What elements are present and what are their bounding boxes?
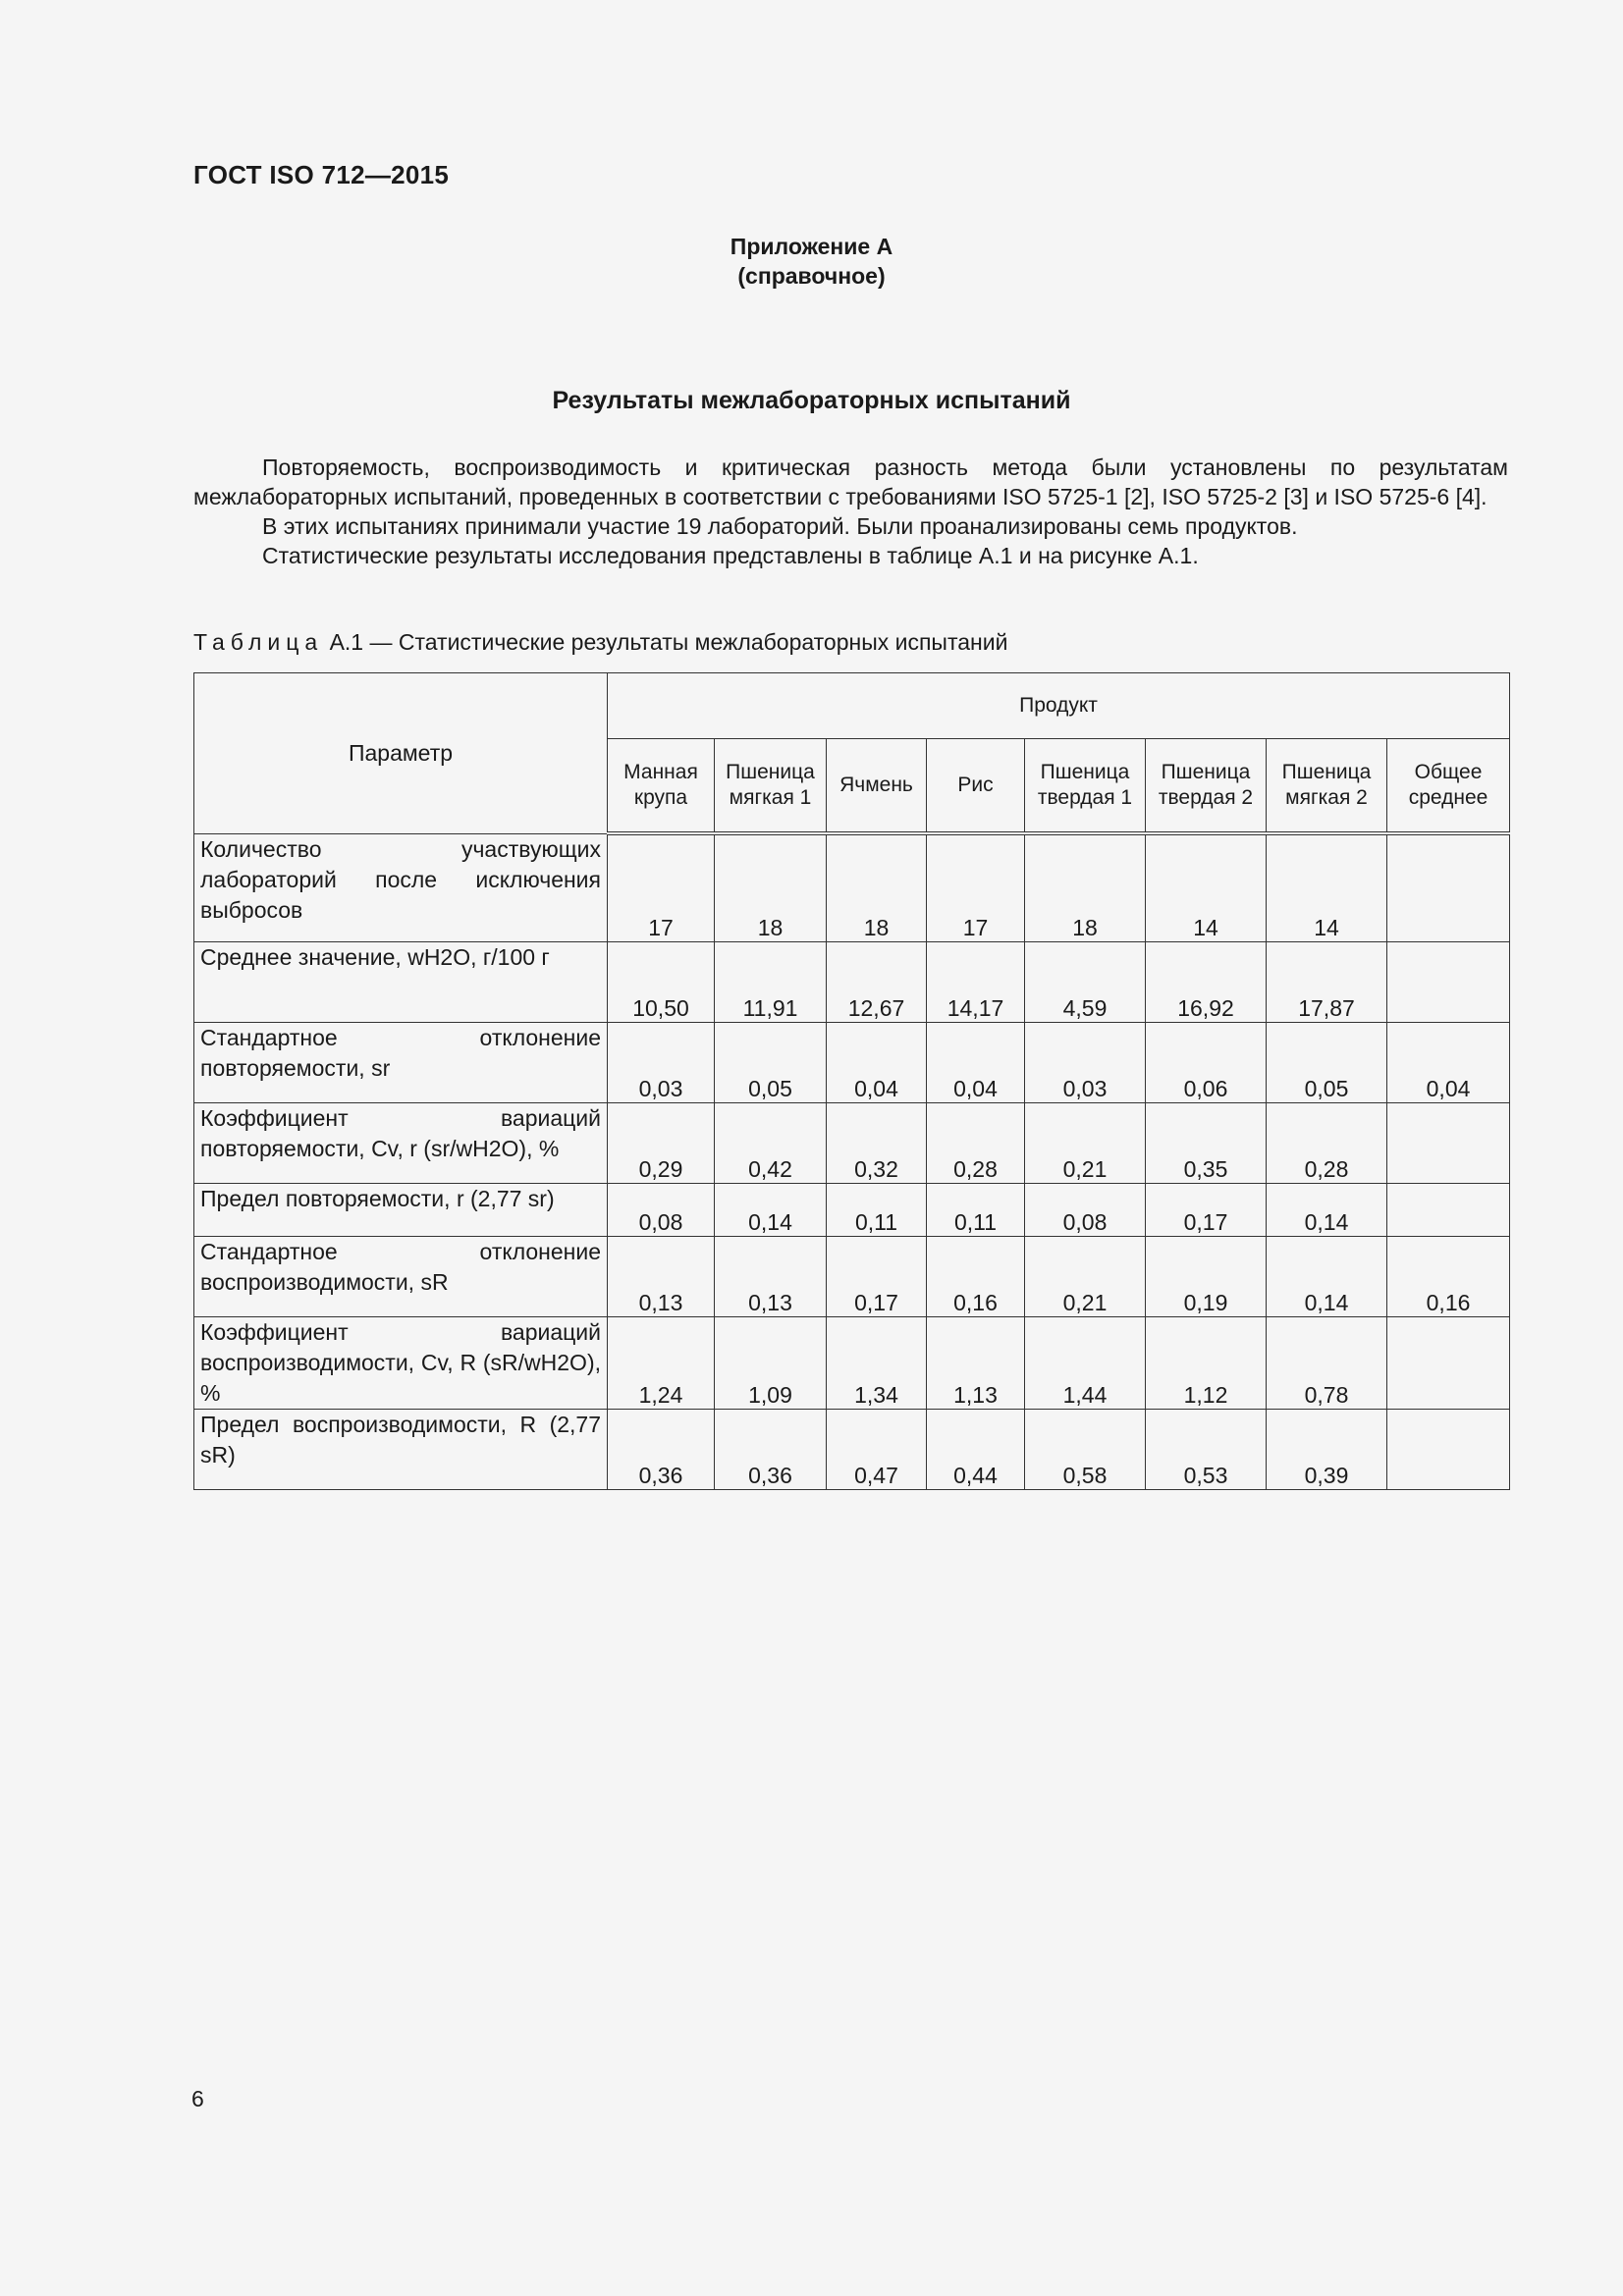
value-cell: 0,03 (608, 1022, 715, 1102)
parameter-label: Количество участвующих лабораторий после исключения выбросов (194, 833, 608, 941)
value-cell: 0,29 (608, 1102, 715, 1183)
table-row (194, 833, 1510, 941)
value-cell: 1,13 (927, 1316, 1025, 1409)
value-cell: 10,50 (608, 941, 715, 1022)
value-cell: 0,06 (1146, 1022, 1267, 1102)
column-header: Пшеница мягкая 2 (1267, 739, 1387, 834)
value-cell: 0,03 (1025, 1022, 1146, 1102)
column-header: Пшеница мягкая 1 (715, 739, 827, 834)
value-cell: 0,04 (827, 1022, 927, 1102)
value-cell: 0,17 (1146, 1183, 1267, 1236)
value-cell: 0,13 (608, 1236, 715, 1316)
value-cell: 12,67 (827, 941, 927, 1022)
table-row (194, 1236, 1510, 1316)
parameter-label: Предел воспроизводимости, R (2,77 sR) (194, 1409, 608, 1489)
document-code: ГОСТ ISO 712—2015 (193, 160, 450, 189)
column-header: Манная крупа (608, 739, 715, 834)
value-cell: 0,39 (1267, 1409, 1387, 1489)
value-cell: 0,05 (1267, 1022, 1387, 1102)
value-cell: 1,09 (715, 1316, 827, 1409)
table-row (194, 1316, 1510, 1409)
results-table (193, 672, 1510, 1490)
parameter-label: Коэффициент вариаций повторяемости, Cv, r (sr/wH2O), % (194, 1102, 608, 1183)
table-row (194, 941, 1510, 1022)
table-row (194, 1409, 1510, 1489)
value-cell: 0,08 (1025, 1183, 1146, 1236)
paragraph: В этих испытаниях принимали участие 19 лабораторий. Были проанализированы семь продуктов. (262, 513, 1298, 539)
value-cell: 0,19 (1146, 1236, 1267, 1316)
table-caption (193, 629, 1007, 656)
body-text (193, 453, 1508, 570)
value-cell: 17 (927, 833, 1025, 941)
value-cell: 0,28 (1267, 1102, 1387, 1183)
value-cell: 14 (1146, 833, 1267, 941)
value-cell: 1,34 (827, 1316, 927, 1409)
parameter-label: Коэффициент вариаций воспроизводимости, Cv, R (sR/wH2O), % (194, 1316, 608, 1409)
appendix-heading (0, 232, 1623, 291)
value-cell (1387, 1409, 1510, 1489)
column-header: Рис (927, 739, 1025, 834)
table-caption-label: Таблица (193, 629, 324, 655)
value-cell: 0,47 (827, 1409, 927, 1489)
column-header: Общее среднее (1387, 739, 1510, 834)
value-cell: 0,05 (715, 1022, 827, 1102)
value-cell: 0,11 (827, 1183, 927, 1236)
parameter-label: Предел повторяемости, r (2,77 sr) (194, 1183, 608, 1236)
value-cell: 0,04 (927, 1022, 1025, 1102)
paragraph: Статистические результаты исследования представлены в таблице А.1 и на рисунке А.1. (262, 543, 1199, 568)
value-cell: 0,11 (927, 1183, 1025, 1236)
value-cell: 0,78 (1267, 1316, 1387, 1409)
value-cell: 17 (608, 833, 715, 941)
value-cell: 0,58 (1025, 1409, 1146, 1489)
table-row (194, 1102, 1510, 1183)
parameter-label: Среднее значение, wH2O, г/100 г (194, 941, 608, 1022)
value-cell: 16,92 (1146, 941, 1267, 1022)
column-header: Пшеница твердая 1 (1025, 739, 1146, 834)
value-cell: 0,36 (608, 1409, 715, 1489)
value-cell: 0,16 (927, 1236, 1025, 1316)
value-cell: 0,35 (1146, 1102, 1267, 1183)
table-caption-text: А.1 — Статистические результаты межлабораторных испытаний (323, 629, 1008, 655)
column-header: Ячмень (827, 739, 927, 834)
column-header: Пшеница твердая 2 (1146, 739, 1267, 834)
value-cell: 0,21 (1025, 1236, 1146, 1316)
paragraph: Повторяемость, воспроизводимость и критическая разность метода были установлены по результатам межлабораторных испытаний, проведенных в соответствии с требованиями ISO 5725-1 [2], ISO 5725-2 [3] и ISO 5725-6 [4]. (193, 454, 1508, 509)
value-cell (1387, 833, 1510, 941)
value-cell: 0,08 (608, 1183, 715, 1236)
value-cell: 1,12 (1146, 1316, 1267, 1409)
value-cell: 18 (827, 833, 927, 941)
value-cell: 4,59 (1025, 941, 1146, 1022)
table-row (194, 1183, 1510, 1236)
value-cell: 0,21 (1025, 1102, 1146, 1183)
value-cell: 1,24 (608, 1316, 715, 1409)
param-column-header: Параметр (194, 673, 608, 834)
value-cell: 14 (1267, 833, 1387, 941)
value-cell: 1,44 (1025, 1316, 1146, 1409)
value-cell: 0,32 (827, 1102, 927, 1183)
parameter-label: Стандартное отклонение повторяемости, sr (194, 1022, 608, 1102)
value-cell (1387, 941, 1510, 1022)
value-cell: 0,28 (927, 1102, 1025, 1183)
appendix-subtitle: (справочное) (737, 263, 886, 289)
value-cell: 11,91 (715, 941, 827, 1022)
value-cell: 0,04 (1387, 1022, 1510, 1102)
section-title: Результаты межлабораторных испытаний (552, 387, 1071, 414)
value-cell: 0,53 (1146, 1409, 1267, 1489)
value-cell (1387, 1183, 1510, 1236)
value-cell (1387, 1102, 1510, 1183)
page-number: 6 (191, 2086, 204, 2111)
appendix-title: Приложение А (730, 234, 893, 259)
value-cell: 0,13 (715, 1236, 827, 1316)
value-cell: 0,44 (927, 1409, 1025, 1489)
value-cell: 0,16 (1387, 1236, 1510, 1316)
value-cell: 0,14 (1267, 1236, 1387, 1316)
product-group-header: Продукт (608, 673, 1510, 739)
value-cell: 14,17 (927, 941, 1025, 1022)
value-cell: 0,14 (715, 1183, 827, 1236)
parameter-label: Стандартное отклонение воспроизводимости, sR (194, 1236, 608, 1316)
value-cell: 0,17 (827, 1236, 927, 1316)
value-cell: 0,42 (715, 1102, 827, 1183)
table-row (194, 1022, 1510, 1102)
value-cell (1387, 1316, 1510, 1409)
value-cell: 18 (1025, 833, 1146, 941)
value-cell: 0,36 (715, 1409, 827, 1489)
value-cell: 17,87 (1267, 941, 1387, 1022)
value-cell: 18 (715, 833, 827, 941)
value-cell: 0,14 (1267, 1183, 1387, 1236)
